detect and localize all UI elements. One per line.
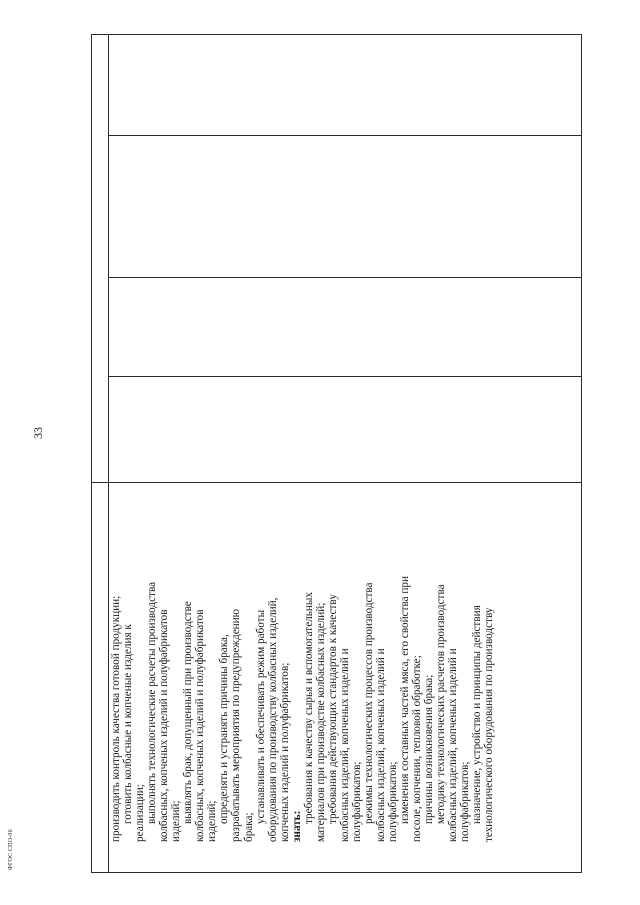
content-line: режимы технологических процессов производства <box>362 582 375 824</box>
content-line: производить контроль качества готовой продукции; <box>110 595 122 842</box>
content-line: устанавливать и обеспечивать режим работы <box>254 609 267 824</box>
content-line: материалов при производстве колбасных изделий; <box>314 602 327 842</box>
content-line: назначение, устройство и принципы действия <box>471 605 484 824</box>
content-line: причины возникновения брака; <box>423 674 436 824</box>
content-line: изделий; <box>206 800 219 842</box>
content-line: требования к качеству сырья и вспомогательных <box>302 592 315 824</box>
competency-text-cell <box>110 482 574 842</box>
content-line: копченых изделий и полуфабрикатов; <box>278 662 291 842</box>
content-line: колбасных, копченых изделий и полуфабрикатов <box>158 609 171 842</box>
page-number: 33 <box>31 427 45 439</box>
content-line: изменения составных частей мяса, его свойства при <box>399 576 412 824</box>
table-row-divider <box>108 135 581 136</box>
content-line: определять и устранять причины брака, <box>218 634 231 824</box>
content-line: методику технологических расчетов производства <box>435 584 448 824</box>
table-column-divider <box>108 35 109 872</box>
table-row-divider <box>108 277 581 278</box>
table-row-divider <box>108 376 581 377</box>
content-line: колбасных, копченых изделий и полуфабрикатов <box>194 609 207 842</box>
content-line: реализации; <box>134 784 147 842</box>
content-line: изделий; <box>170 800 183 842</box>
content-line: оборудования по производству колбасных изделий, <box>266 597 279 842</box>
content-line: посоле, копчении, тепловой обработке; <box>411 655 424 842</box>
content-line: полуфабрикатов; <box>459 761 472 842</box>
content-line: колбасных изделий, копченых изделий и <box>375 648 388 842</box>
content-line: знать: <box>290 810 303 842</box>
content-line: колбасных изделий, копченых изделий и <box>447 648 460 842</box>
content-line: требования действующих стандартов к качеству <box>326 594 339 824</box>
content-line: полуфабрикатов; <box>387 761 400 842</box>
content-line: разрабатывать мероприятия по предупреждению <box>230 608 243 842</box>
content-line: выявлять брак, допущенный при производстве <box>182 601 195 824</box>
content-line: выполнять технологические расчеты производства <box>146 581 159 824</box>
content-line: брака; <box>242 812 255 842</box>
content-line: полуфабрикатов; <box>350 761 363 842</box>
content-line: технологического оборудования по производству <box>483 607 496 842</box>
document-footer: ФГОС СПО-06 <box>8 829 14 870</box>
content-line: готовить колбасные и копченые изделия к <box>122 624 135 824</box>
content-line: колбасных изделий, копченых изделий и <box>338 648 351 842</box>
